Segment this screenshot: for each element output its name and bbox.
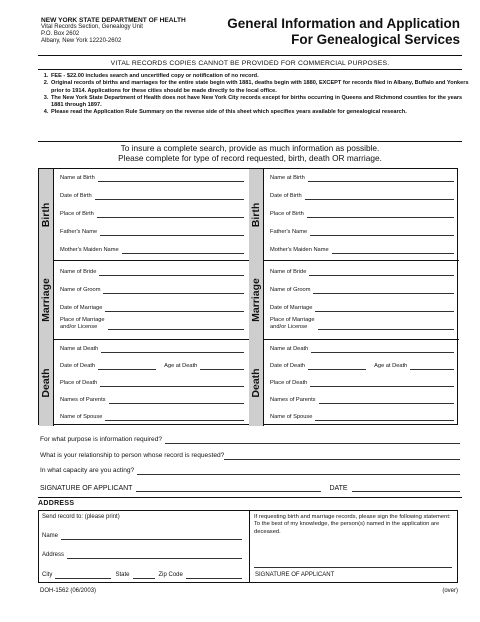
statement-signature-line[interactable] (254, 563, 452, 568)
birth-section (39, 169, 249, 261)
instructions (38, 143, 462, 163)
address-header: ADDRESS (38, 500, 75, 507)
signature-label: SIGNATURE OF APPLICANT (40, 485, 133, 492)
death-sidebar (249, 339, 264, 426)
name-at-birth-field[interactable]: Name at Birth (270, 175, 454, 182)
date-of-birth-field[interactable]: Date of Birth (60, 193, 244, 200)
name-of-bride-field[interactable]: Name of Bride (270, 269, 454, 276)
signature-line[interactable] (136, 485, 321, 492)
name-of-spouse-field[interactable]: Name of Spouse (270, 414, 454, 421)
relationship-question-field[interactable]: What is your relationship to person whose record is requested? (40, 452, 460, 460)
death-sidebar (39, 339, 54, 426)
department-name: NEW YORK STATE DEPARTMENT OF HEALTH (41, 17, 186, 24)
address-box-divider (249, 511, 250, 582)
birth-section (249, 169, 459, 261)
title-line-2: For Genealogical Services (291, 32, 460, 47)
mothers-maiden-name-field[interactable]: Mother's Maiden Name (270, 247, 454, 254)
date-line[interactable] (352, 485, 460, 492)
birth-label: Birth (250, 202, 262, 227)
marriage-sidebar (39, 260, 54, 339)
marriage-label: Marriage (40, 277, 52, 322)
instructions-line-2: Please complete for type of record requested, birth, death OR marriage. (118, 153, 382, 163)
request-column-left (39, 169, 250, 424)
header-rule (38, 55, 462, 56)
name-of-bride-field[interactable]: Name of Bride (60, 269, 244, 276)
form-title (205, 16, 460, 48)
address-top-rule (38, 497, 462, 498)
date-of-marriage-field[interactable]: Date of Marriage (270, 305, 454, 312)
info-list (40, 73, 472, 117)
name-of-spouse-field[interactable]: Name of Spouse (60, 414, 244, 421)
date-of-birth-field[interactable]: Date of Birth (270, 193, 454, 200)
instructions-line-1: To insure a complete search, provide as much information as possible. (120, 143, 380, 153)
fathers-name-field[interactable]: Father's Name (60, 229, 244, 236)
date-age-death-field[interactable]: Date of Death Age at Death (270, 363, 454, 370)
marriage-section (39, 260, 249, 340)
death-section (39, 339, 249, 426)
commercial-notice: VITAL RECORDS COPIES CANNOT BE PROVIDED FOR COMMERCIAL PURPOSES. (110, 60, 390, 67)
record-request-grid (38, 168, 458, 425)
info-item: 3. The New York State Department of Health does not have New York City records except for births occurring in Queens and Richmond counties for the years 1881 through 1897. (50, 95, 472, 110)
city-state-zip-field[interactable]: City State Zip Code (42, 572, 242, 579)
name-at-birth-field[interactable]: Name at Birth (60, 175, 244, 182)
death-label: Death (250, 367, 262, 398)
mothers-maiden-name-field[interactable]: Mother's Maiden Name (60, 247, 244, 254)
request-column-right (249, 169, 459, 424)
birth-sidebar (249, 169, 264, 260)
deceased-statement: If requesting birth and marriage records, please sign the following statement: To the best of my knowledge, the person(s) named in the application are deceased. (254, 514, 451, 535)
mailing-address-box (38, 510, 458, 583)
statement-signature-label: SIGNATURE OF APPLICANT (255, 572, 335, 578)
place-of-death-field[interactable]: Place of Death (60, 380, 244, 387)
department-address (41, 17, 186, 45)
info-item: 4. Please read the Application Rule Summary on the reverse side of this sheet which specifies years available for genealogical research. (50, 109, 472, 116)
over-note: (over) (442, 588, 458, 594)
marriage-sidebar (249, 260, 264, 339)
name-at-death-field[interactable]: Name at Death (270, 346, 454, 353)
capacity-question-field[interactable]: In what capacity are you acting? (40, 467, 460, 475)
death-label: Death (40, 367, 52, 398)
marriage-section (249, 260, 459, 340)
date-of-marriage-field[interactable]: Date of Marriage (60, 305, 244, 312)
name-of-groom-field[interactable]: Name of Groom (60, 287, 244, 294)
title-line-1: General Information and Application (227, 16, 460, 31)
place-of-birth-field[interactable]: Place of Birth (270, 211, 454, 218)
form-code: DOH-1562 (06/2003) (40, 588, 97, 594)
name-at-death-field[interactable]: Name at Death (60, 346, 244, 353)
birth-label: Birth (40, 202, 52, 227)
names-of-parents-field[interactable]: Names of Parents (270, 397, 454, 404)
date-label: DATE (329, 485, 348, 492)
mail-address-field[interactable]: Address (42, 552, 242, 559)
place-of-birth-field[interactable]: Place of Birth (60, 211, 244, 218)
death-section (249, 339, 459, 426)
city-zip: Albany, New York 12220-2602 (41, 38, 122, 44)
notice-rule (38, 69, 462, 70)
unit-name: Vital Records Section, Genealogy Unit (41, 24, 143, 30)
birth-sidebar (39, 169, 54, 260)
date-age-death-field[interactable]: Date of Death Age at Death (60, 363, 244, 370)
fathers-name-field[interactable]: Father's Name (270, 229, 454, 236)
info-rule (38, 141, 462, 142)
place-of-marriage-field[interactable]: Place of Marriage and/or License (270, 317, 454, 330)
info-item: 1. FEE - $22.00 includes search and uncertified copy or notification of no record. (50, 73, 472, 80)
names-of-parents-field[interactable]: Names of Parents (60, 397, 244, 404)
mail-name-field[interactable]: Name (42, 533, 242, 540)
name-of-groom-field[interactable]: Name of Groom (270, 287, 454, 294)
send-record-to-label: Send record to: (please print) (42, 514, 120, 520)
marriage-label: Marriage (250, 277, 262, 322)
po-box: P.O. Box 2602 (41, 31, 80, 37)
applicant-signature-row (40, 485, 460, 492)
place-of-marriage-field[interactable]: Place of Marriage and/or License (60, 317, 244, 330)
place-of-death-field[interactable]: Place of Death (270, 380, 454, 387)
purpose-question-field[interactable]: For what purpose is information required? (40, 436, 460, 444)
info-item: 2. Original records of births and marriages for the entire state begin with 1881, deaths begin with 1880, EXCEPT for records filed in Albany, Buffalo and Yonkers prior to 1914. Applications for these cities should be made directly to the local office. (50, 80, 472, 95)
